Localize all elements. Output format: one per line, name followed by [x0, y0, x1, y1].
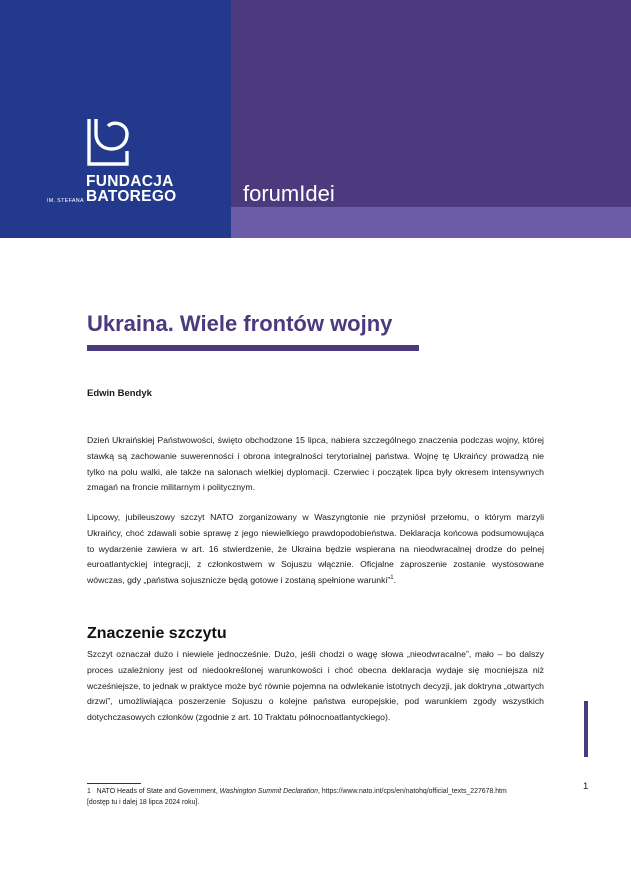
paragraph-2 [87, 510, 544, 589]
paragraph-2-end: . [393, 575, 397, 586]
logo-text-fundacja: FUNDACJA [86, 173, 174, 190]
page-title: Ukraina. Wiele frontów wojny [87, 311, 393, 336]
section-heading: Znaczenie szczytu [87, 625, 227, 642]
paragraph-1: Dzień Ukraińskiej Państwowości, święto obchodzone 15 lipca, nabiera szczególnego znaczenia podczas wojny, której stawką są zachowanie suwerenności i obrona integralności terytorialnej państwa. Wojnę tę Ukraińcy prowadzą nie tylko na polu walki, ale także na salonach wielkiej dyplomacji. Czerwiec i początek lipca były okresem intensywnych zmagań na froncie militarnym i politycznym. [87, 435, 544, 493]
side-accent-bar [584, 701, 588, 757]
footnote-title: Washington Summit Declaration [219, 788, 318, 795]
author-name: Edwin Bendyk [87, 388, 152, 399]
fundacja-logo-icon [86, 117, 130, 167]
footnote-text-post: , https://www.nato.int/cps/en/natohq/official_texts_227678.htm [dostęp tu i dalej 18 lipca 2024 roku]. [87, 788, 507, 806]
paragraph-3: Szczyt oznaczał dużo i niewiele jednocześnie. Dużo, jeśli chodzi o wagę słowa „nieodwracalne”, mało – bo dalszy proces uzależniony jest od niedookreślonej warunkowości i choć obecna deklaracja wydaje się mocniejsza niż wcześniejsze, to jednak w praktyce może być równie pojemna na odwlekanie istotnych decyzji, jak doktryna „otwartych drzwi”, umożliwiająca poszerzenie Sojuszu o kolejne państwa europejskie, pod warunkiem zgody wszystkich dotychczasowych członków (zgodnie z art. 10 Traktatu północnoatlantyckiego). [87, 649, 544, 723]
page-number: 1 [583, 781, 589, 792]
logo-text-im-stefana: IM. STEFANA [47, 198, 84, 204]
series-name: forumIdei [243, 181, 335, 206]
header-band [231, 207, 631, 238]
paragraph-2-text: Lipcowy, jubileuszowy szczyt NATO zorganizowany w Waszyngtonie nie przyniósł przełomu, o którym marzyli Ukraińcy, choć zdawali sobie sprawę z jego niewielkiego prawdopodobieństwa. Deklaracja końcowa podsumowująca to wydarzenie zawiera w art. 16 stwierdzenie, że Ukraina będzie wspierana na nieodwracalnej drodze do pełnej euroatlantyckiej integracji, z członkostwem w Sojuszu włącznie. Oficjalne zaproszenie zostanie wystosowane wówczas, gdy „państwa sojusznicze będą gotowe i zostaną spełnione warunki” [87, 512, 544, 586]
footnote-text-pre: NATO Heads of State and Government, [96, 788, 220, 795]
footnote-divider [87, 783, 141, 784]
header-right-panel [231, 0, 631, 207]
footnote-ref[interactable]: 1 [390, 575, 394, 582]
footnote [87, 787, 527, 808]
title-underline [87, 345, 419, 351]
footnote-number: 1 [87, 788, 91, 795]
logo-text-batorego: BATOREGO [86, 188, 177, 205]
